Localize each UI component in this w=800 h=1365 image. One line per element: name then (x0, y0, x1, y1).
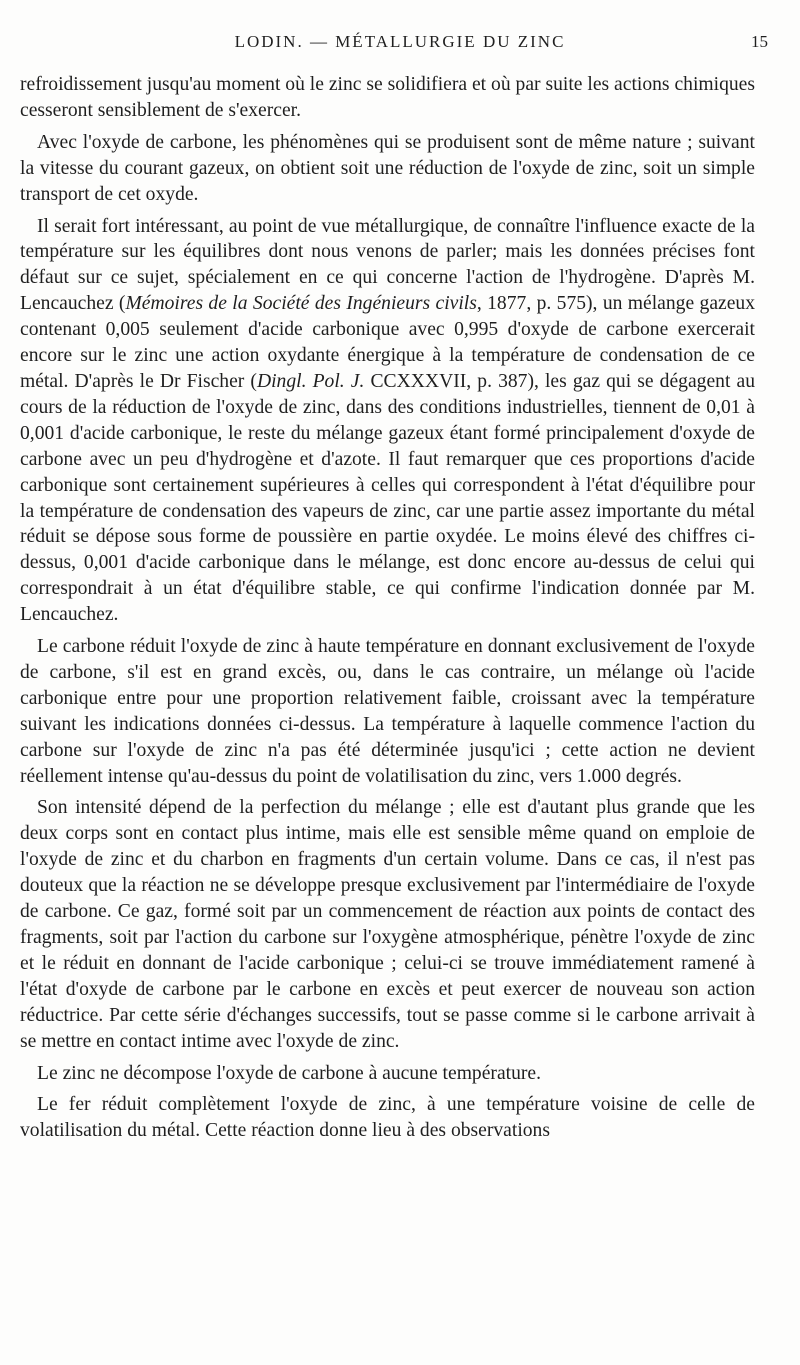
paragraph-text: Le carbone réduit l'oxyde de zinc à haute température en donnant exclusivement de l'oxyde de carbone, s'il est en grand excès, ou, dans le cas contraire, un mélange où l'acide carbonique entre pour une proportion relativement faible, croissant avec la température suivant les indications données ci-dessus. La température à laquelle commence l'action du carbone sur l'oxyde de zinc n'a pas été déterminée jusqu'ici ; cette action ne devient réellement intense qu'au-dessus du point de volatilisation du zinc, vers 1.000 degrés. (20, 636, 755, 787)
citation-title: Mémoires de la Société des Ingénieurs civils (125, 293, 477, 315)
body-text (20, 72, 755, 1150)
running-title: LODIN. — MÉTALLURGIE DU ZINC (234, 32, 566, 51)
running-head (20, 32, 780, 58)
page-number: 15 (751, 32, 768, 51)
paragraph-text: , 1877, p. 575), un mélange gazeux contenant 0,005 seulement d'acide carbonique avec 0,995 d'oxyde de carbone exercerait encore sur le zinc une action oxydante énergique à la température de condensation de ce métal. D'après le Dr Fischer ( (20, 293, 756, 392)
paragraph (20, 1092, 755, 1144)
paragraph-text: Son intensité dépend de la perfection du mélange ; elle est d'autant plus grande que les deux corps sont en contact plus intime, mais elle est sensible même quand on emploie de l'oxyde de zinc et du charbon en fragments d'un certain volume. Dans ce cas, il n'est pas douteux que la réaction ne se développe presque exclusivement par l'intermédiaire de l'oxyde de carbone. Ce gaz, formé soit par un commencement de réaction aux points de contact des fragments, soit par l'action du carbone sur l'oxygène atmosphérique, pénètre l'oxyde de zinc et le réduit en donnant de l'acide carbonique ; celui-ci se trouve immédiatement ramené à l'état d'oxyde de carbone par le carbone en excès et peut exercer de nouveau son action réductrice. Par cette série d'échanges successifs, tout se passe comme si le carbone arrivait à se mettre en contact intime avec l'oxyde de zinc. (20, 797, 755, 1052)
citation-title: Dingl. Pol. J. (256, 370, 365, 392)
paragraph-text: CCXXXVII, p. 387), les gaz qui se dégagent au cours de la réduction de l'oxyde de zinc, dans des conditions industrielles, tiennent de 0,01 à 0,001 d'acide carbonique, le reste du mélange gazeux étant formé principalement d'oxyde de carbone avec un peu d'hydrogène et d'azote. Il faut remarquer que ces proportions d'acide carbonique sont certainement supérieures à celles qui correspondent à l'état d'équilibre pour la température de condensation des vapeurs de zinc, car une partie assez importante du métal réduit se dépose sous forme de poussière en partie oxydée. Le moins élevé des chiffres ci-dessus, 0,001 d'acide carbonique dans le mélange, est donc encore au-dessus de celui qui correspondrait à un état d'équilibre stable, ce qui confirme l'indication donnée par M. Lencauchez. (20, 370, 755, 626)
paragraph (20, 72, 755, 124)
paragraph-text: Avec l'oxyde de carbone, les phénomènes qui se produisent sont de même nature ; suivant la vitesse du courant gazeux, on obtient soit une réduction de l'oxyde de zinc, soit un simple transport de cet oxyde. (20, 131, 755, 205)
paragraph-text: Le fer réduit complètement l'oxyde de zinc, à une température voisine de celle de volatilisation du métal. Cette réaction donne lieu à des observations (20, 1094, 755, 1142)
paragraph (20, 214, 755, 629)
paragraph-text: Il serait fort intéressant, au point de vue métallurgique, de connaître l'influence exacte de la température sur les équilibres dont nous venons de parler; mais les données précises font défaut sur ce sujet, spécialement en ce qui concerne l'action de l'hydrogène. D'après M. Lencauchez ( (20, 215, 755, 315)
paragraph-text: refroidissement jusqu'au moment où le zinc se solidifiera et où par suite les actions chimiques cesseront sensiblement de s'exercer. (20, 74, 755, 121)
paragraph-text: Le zinc ne décompose l'oxyde de carbone à aucune température. (37, 1062, 542, 1084)
paragraph (20, 795, 755, 1054)
paragraph (20, 634, 755, 789)
paragraph (20, 130, 755, 208)
paragraph (20, 1061, 755, 1087)
